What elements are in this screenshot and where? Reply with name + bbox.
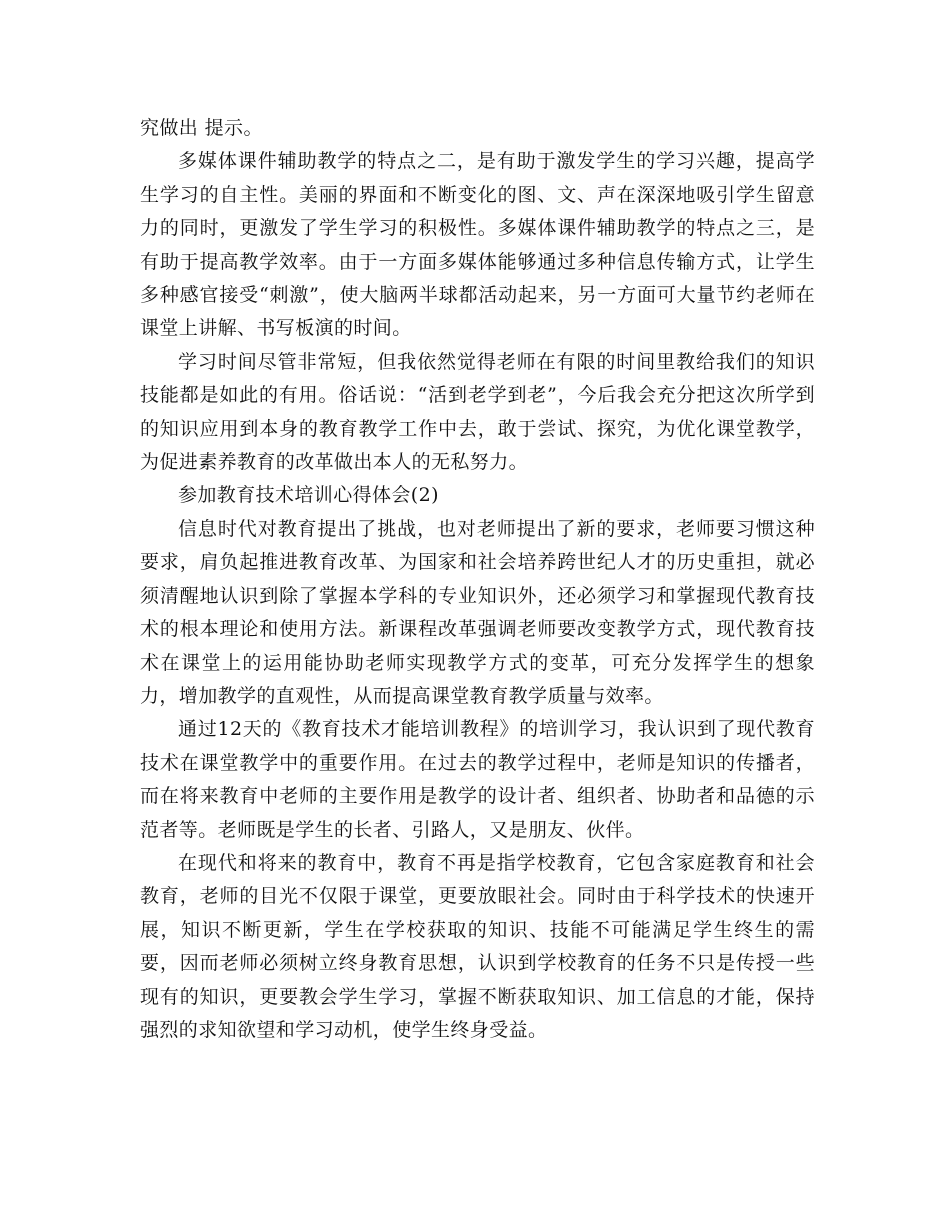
paragraph-learning-reflection: 学习时间尽管非常短，但我依然觉得老师在有限的时间里教给我们的知识技能都是如此的有用。俗话说：“活到老学到老”，今后我会充分把这次所学到的知识应用到本身的教育教学工作中去，敢于尝试、探究，为优化课堂教学，为促进素养教育的改革做出本人的无私努力。 — [140, 350, 815, 474]
section-heading: 参加教育技术培训心得体会(2) — [178, 484, 439, 507]
paragraph-training-study: 通过12天的《教育技术才能培训教程》的培训学习，我认识到了现代教育技术在课堂教学中的重要作用。在过去的教学过程中，老师是知识的传播者，而在将来教育中老师的主要作用是教学的设计者、组织者、协助者和品德的示范者等。老师既是学生的长者、引路人，又是朋友、伙伴。 — [140, 718, 815, 841]
document-body — [140, 112, 815, 1047]
paragraph-multimedia-features: 多媒体课件辅助教学的特点之二，是有助于激发学生的学习兴趣，提高学生学习的自主性。美丽的界面和不断变化的图、文、声在深深地吸引学生留意力的同时，更激发了学生学习的积极性。多媒体课件辅助教学的特点之三，是有助于提高教学效率。由于一方面多媒体能够通过多种信息传输方式，让学生多种感官接受“刺激”，使大脑两半球都活动起来，另一方面可大量节约老师在课堂上讲解、书写板演的时间。 — [140, 150, 815, 340]
paragraph-information-age: 信息时代对教育提出了挑战，也对老师提出了新的要求，老师要习惯这种要求，肩负起推进教育改革、为国家和社会培养跨世纪人才的历史重担，就必须清醒地认识到除了掌握本学科的专业知识外，还必须学习和掌握现代教育技术的根本理论和使用方法。新课程改革强调老师要改变教学方式，现代教育技术在课堂上的运用能协助老师实现教学方式的变革，可充分发挥学生的想象力，增加教学的直观性，从而提高课堂教育教学质量与效率。 — [140, 517, 815, 707]
paragraph-continuation: 究做出 提示。 — [140, 117, 263, 139]
paragraph-lifelong-education: 在现代和将来的教育中，教育不再是指学校教育，它包含家庭教育和社会教育，老师的目光不仅限于课堂，更要放眼社会。同时由于科学技术的快速开展，知识不断更新，学生在学校获取的知识、技能不可能满足学生终生的需要，因而老师必须树立终身教育思想，认识到学校教育的任务不只是传授一些现有的知识，更要教会学生学习，掌握不断获取知识、加工信息的才能，保持强烈的求知欲望和学习动机，使学生终身受益。 — [140, 851, 815, 1041]
